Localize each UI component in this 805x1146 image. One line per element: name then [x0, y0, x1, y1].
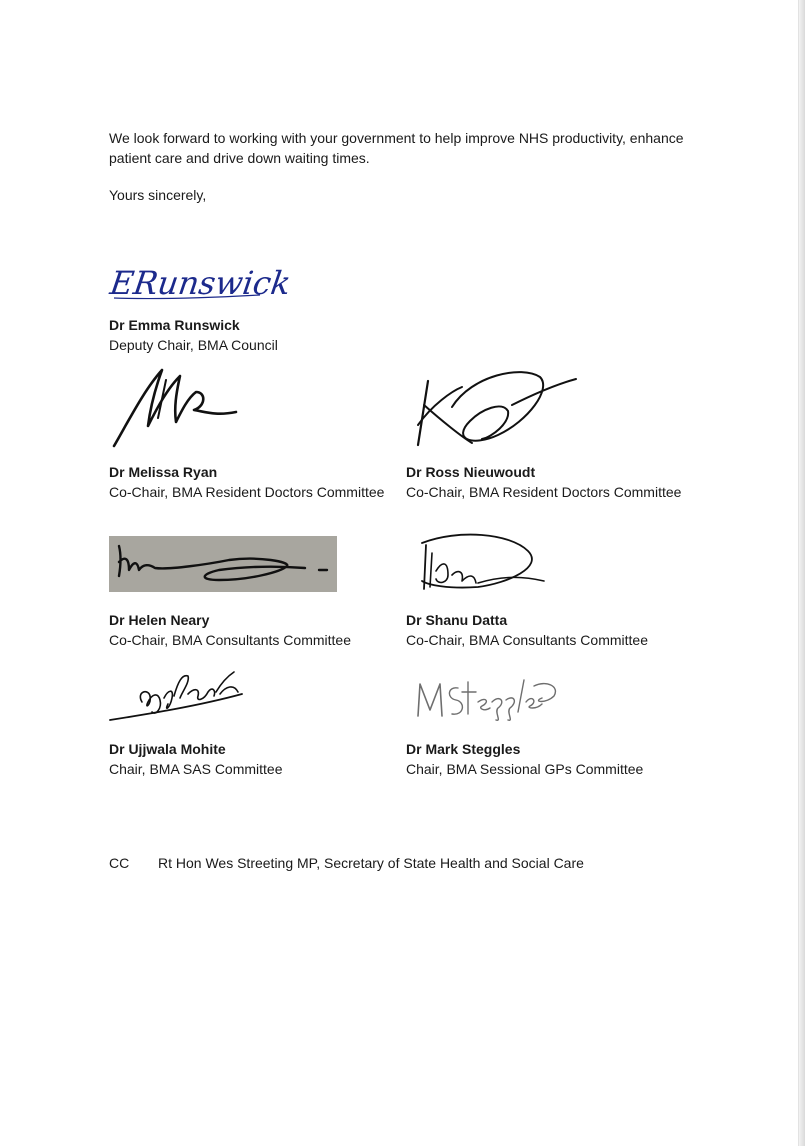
signer-role: Co-Chair, BMA Resident Doctors Committee — [406, 484, 682, 500]
signer-name: Dr Shanu Datta — [406, 612, 508, 628]
signer-name: Dr Ujjwala Mohite — [109, 741, 226, 757]
signature-melissa-ryan — [110, 362, 240, 450]
signer-role: Deputy Chair, BMA Council — [109, 337, 278, 353]
page-edge — [798, 0, 805, 1146]
signer-ujjwala-mohite — [109, 739, 409, 779]
signature-emma-runswick — [107, 258, 294, 304]
signature-helen-neary — [109, 536, 337, 592]
signer-role: Chair, BMA Sessional GPs Committee — [406, 761, 644, 777]
signer-role: Chair, BMA SAS Committee — [109, 761, 283, 777]
signature-ujjwala-mohite — [108, 662, 244, 728]
signer-shanu-datta — [406, 610, 706, 650]
signer-ross-nieuwoudt — [406, 462, 706, 502]
signer-name: Dr Melissa Ryan — [109, 464, 218, 480]
signer-name: Dr Ross Nieuwoudt — [406, 464, 536, 480]
signature-shanu-datta — [418, 531, 550, 593]
signer-emma-runswick — [109, 315, 409, 355]
closing-paragraph: We look forward to working with your government to help improve NHS productivity, enhance patient care and drive down waiting times. — [109, 130, 684, 166]
signer-melissa-ryan — [109, 462, 409, 502]
signer-name: Dr Emma Runswick — [109, 317, 240, 333]
signature-emma-runswick-text: ERunswick — [107, 264, 294, 302]
signer-name: Dr Mark Steggles — [406, 741, 521, 757]
signer-name: Dr Helen Neary — [109, 612, 210, 628]
signer-role: Co-Chair, BMA Consultants Committee — [109, 632, 351, 648]
sign-off: Yours sincerely, — [109, 187, 207, 203]
cc-line — [109, 853, 669, 873]
signature-mark-steggles — [414, 672, 564, 726]
signer-helen-neary — [109, 610, 409, 650]
signer-mark-steggles — [406, 739, 706, 779]
cc-recipient: Rt Hon Wes Streeting MP, Secretary of State Health and Social Care — [158, 855, 584, 871]
signature-ross-nieuwoudt — [412, 365, 582, 451]
signer-role: Co-Chair, BMA Consultants Committee — [406, 632, 648, 648]
cc-label: CC — [109, 855, 130, 871]
signer-role: Co-Chair, BMA Resident Doctors Committee — [109, 484, 385, 500]
